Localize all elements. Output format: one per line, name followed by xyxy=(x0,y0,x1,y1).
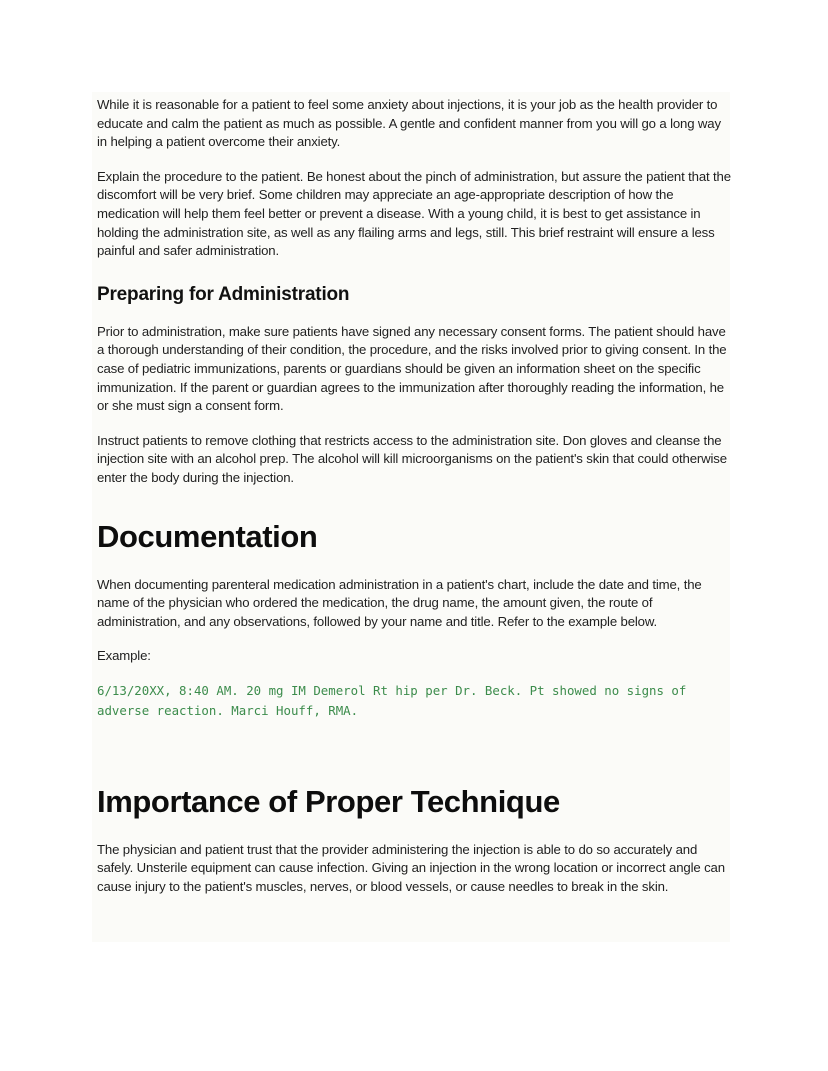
preparing-heading: Preparing for Administration xyxy=(97,283,350,305)
example-label: Example: xyxy=(97,648,151,664)
preparing-section xyxy=(97,283,731,488)
technique-section xyxy=(97,783,731,897)
technique-heading: Importance of Proper Technique xyxy=(97,783,560,819)
intro-section xyxy=(97,96,731,261)
technique-paragraph: The physician and patient trust that the provider administering the injection is able to do so accurately and safely. Unsterile equipment can cause infection. Giving an injection in the wrong location or incorrect angle can cause injury to the patient's muscles, nerves, or blood vessels, or cause needles to break in the skin. xyxy=(97,841,725,895)
documentation-heading: Documentation xyxy=(97,518,318,554)
intro-paragraph-1: While it is reasonable for a patient to feel some anxiety about injections, it is your job as the health provider to educate and calm the patient as much as possible. A gentle and confident manner from you will go a long way in helping a patient overcome their anxiety. xyxy=(97,97,721,150)
preparing-paragraph-2: Instruct patients to remove clothing that restricts access to the administration site. Don gloves and cleanse the injection site with an alcohol prep. The alcohol will kill microorganisms on the patient's skin that could otherwise enter the body during the injection. xyxy=(97,432,727,485)
documentation-paragraph: When documenting parenteral medication administration in a patient's chart, include the date and time, the name of the physician who ordered the medication, the drug name, the amount given, the route of administration, and any observations, followed by your name and title. Refer to the example below. xyxy=(97,576,702,629)
documentation-section xyxy=(97,518,731,721)
document-content xyxy=(97,96,731,897)
preparing-paragraph-1: Prior to administration, make sure patients have signed any necessary consent forms. The patient should have a thorough understanding of their condition, the procedure, and the risks involved prior to giving consent. In the case of pediatric immunizations, parents or guardians should be given an information sheet on the specific immunization. If the parent or guardian agrees to the immunization after thoroughly reading the information, he or she must sign a consent form. xyxy=(97,323,727,414)
intro-paragraph-2: Explain the procedure to the patient. Be honest about the pinch of administration, but assure the patient that the discomfort will be very brief. Some children may appreciate an age-appropriate description of how the medication will help them feel better or prevent a disease. With a young child, it is best to get assistance in holding the administration site, as well as any flailing arms and legs, still. This brief restraint will ensure a less painful and safer administration. xyxy=(97,168,731,259)
example-code-block: 6/13/20XX, 8:40 AM. 20 mg IM Demerol Rt hip per Dr. Beck. Pt showed no signs of adverse reaction. Marci Houff, RMA. xyxy=(97,682,694,718)
